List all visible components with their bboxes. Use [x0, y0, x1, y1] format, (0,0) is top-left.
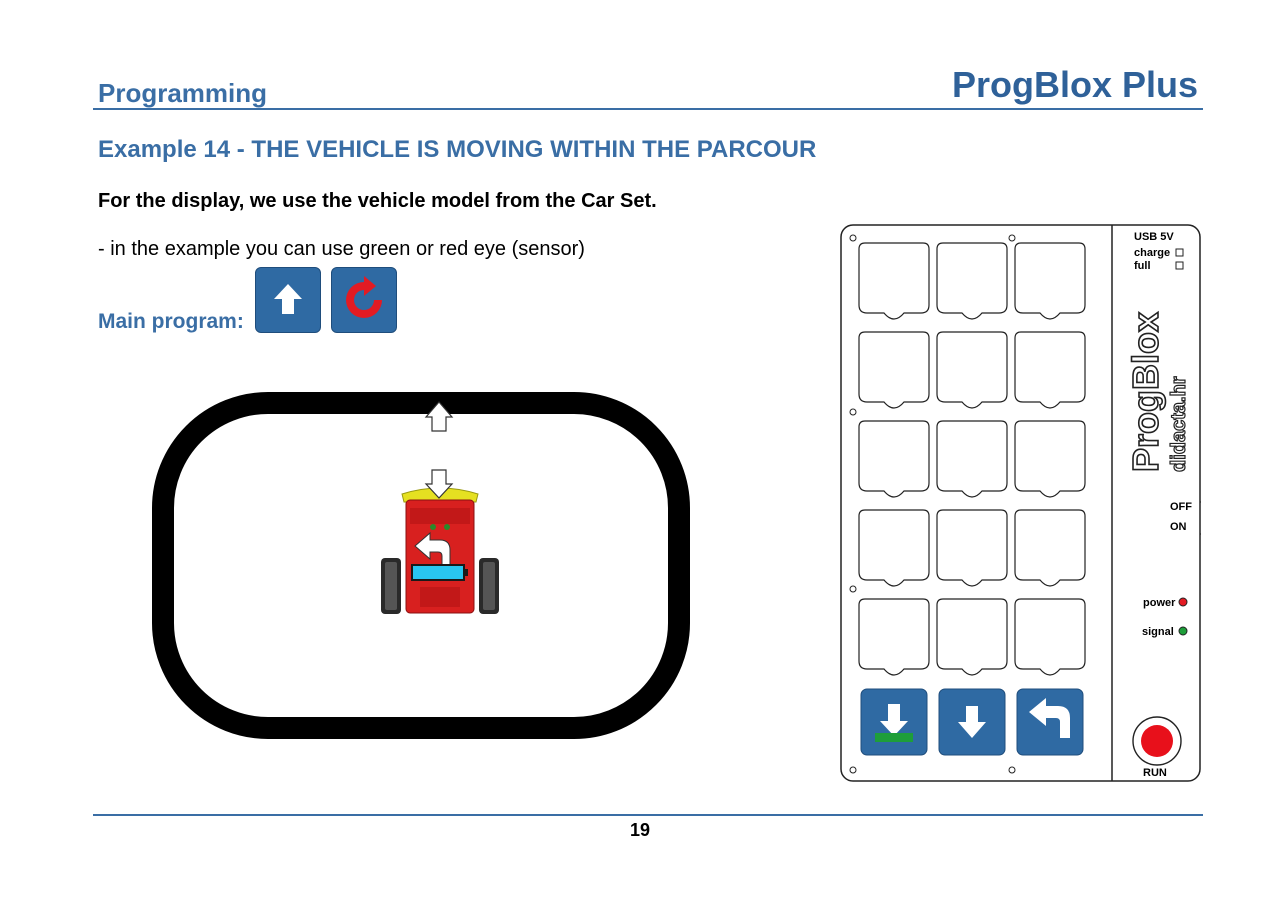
example-title: Example 14 - THE VEHICLE IS MOVING WITHIN THE PARCOUR — [98, 136, 817, 163]
program-slot[interactable] — [937, 243, 1007, 319]
program-slot[interactable] — [859, 332, 929, 408]
run-label: RUN — [1143, 767, 1167, 779]
signal-led — [1179, 627, 1187, 635]
program-slot[interactable] — [859, 243, 929, 319]
program-slot[interactable] — [1015, 510, 1085, 586]
program-slot[interactable] — [937, 421, 1007, 497]
rotate-red-icon — [332, 268, 396, 332]
off-label: OFF — [1170, 501, 1192, 513]
run-button[interactable] — [1133, 717, 1181, 765]
power-label: power — [1143, 597, 1176, 609]
program-slot[interactable] — [859, 599, 929, 675]
main-program-label: Main program: — [98, 310, 244, 333]
main-program-block-rotate[interactable] — [331, 267, 397, 333]
power-led — [1179, 598, 1187, 606]
vehicle-model — [381, 488, 499, 614]
brand-title: ProgBlox Plus — [951, 64, 1198, 105]
board-block-turn-left[interactable] — [1017, 689, 1083, 755]
program-slot[interactable] — [1015, 332, 1085, 408]
header-divider — [93, 108, 1203, 110]
section-title: Programming — [98, 78, 268, 108]
board-block-forward-with-sensor[interactable] — [861, 689, 927, 755]
intro-text: For the display, we use the vehicle model from the Car Set. — [98, 190, 657, 212]
on-label: ON — [1170, 521, 1187, 533]
board-block-backward[interactable] — [939, 689, 1005, 755]
program-slots-grid — [859, 243, 1085, 675]
program-slot[interactable] — [1015, 243, 1085, 319]
program-slot[interactable] — [937, 510, 1007, 586]
main-program-block-forward[interactable] — [255, 267, 321, 333]
program-slot[interactable] — [859, 510, 929, 586]
program-slot[interactable] — [859, 421, 929, 497]
program-slot[interactable] — [937, 599, 1007, 675]
program-slot[interactable] — [1015, 421, 1085, 497]
usb-label: USB 5V — [1134, 231, 1174, 243]
board-brand-vertical: ProgBlox — [1125, 311, 1166, 472]
progblox-board — [840, 224, 1201, 782]
signal-label: signal — [1142, 626, 1174, 638]
full-label: full — [1134, 260, 1151, 272]
program-slot[interactable] — [937, 332, 1007, 408]
program-slot[interactable] — [1015, 599, 1085, 675]
charge-label: charge — [1134, 247, 1171, 259]
footer-divider — [93, 814, 1203, 816]
parcour-track — [150, 390, 695, 745]
arrow-up-icon — [256, 268, 320, 332]
note-text: - in the example you can use green or red eye (sensor) — [98, 238, 585, 260]
page-number: 19 — [629, 820, 651, 840]
board-site-vertical: didacta.hr — [1168, 376, 1190, 472]
